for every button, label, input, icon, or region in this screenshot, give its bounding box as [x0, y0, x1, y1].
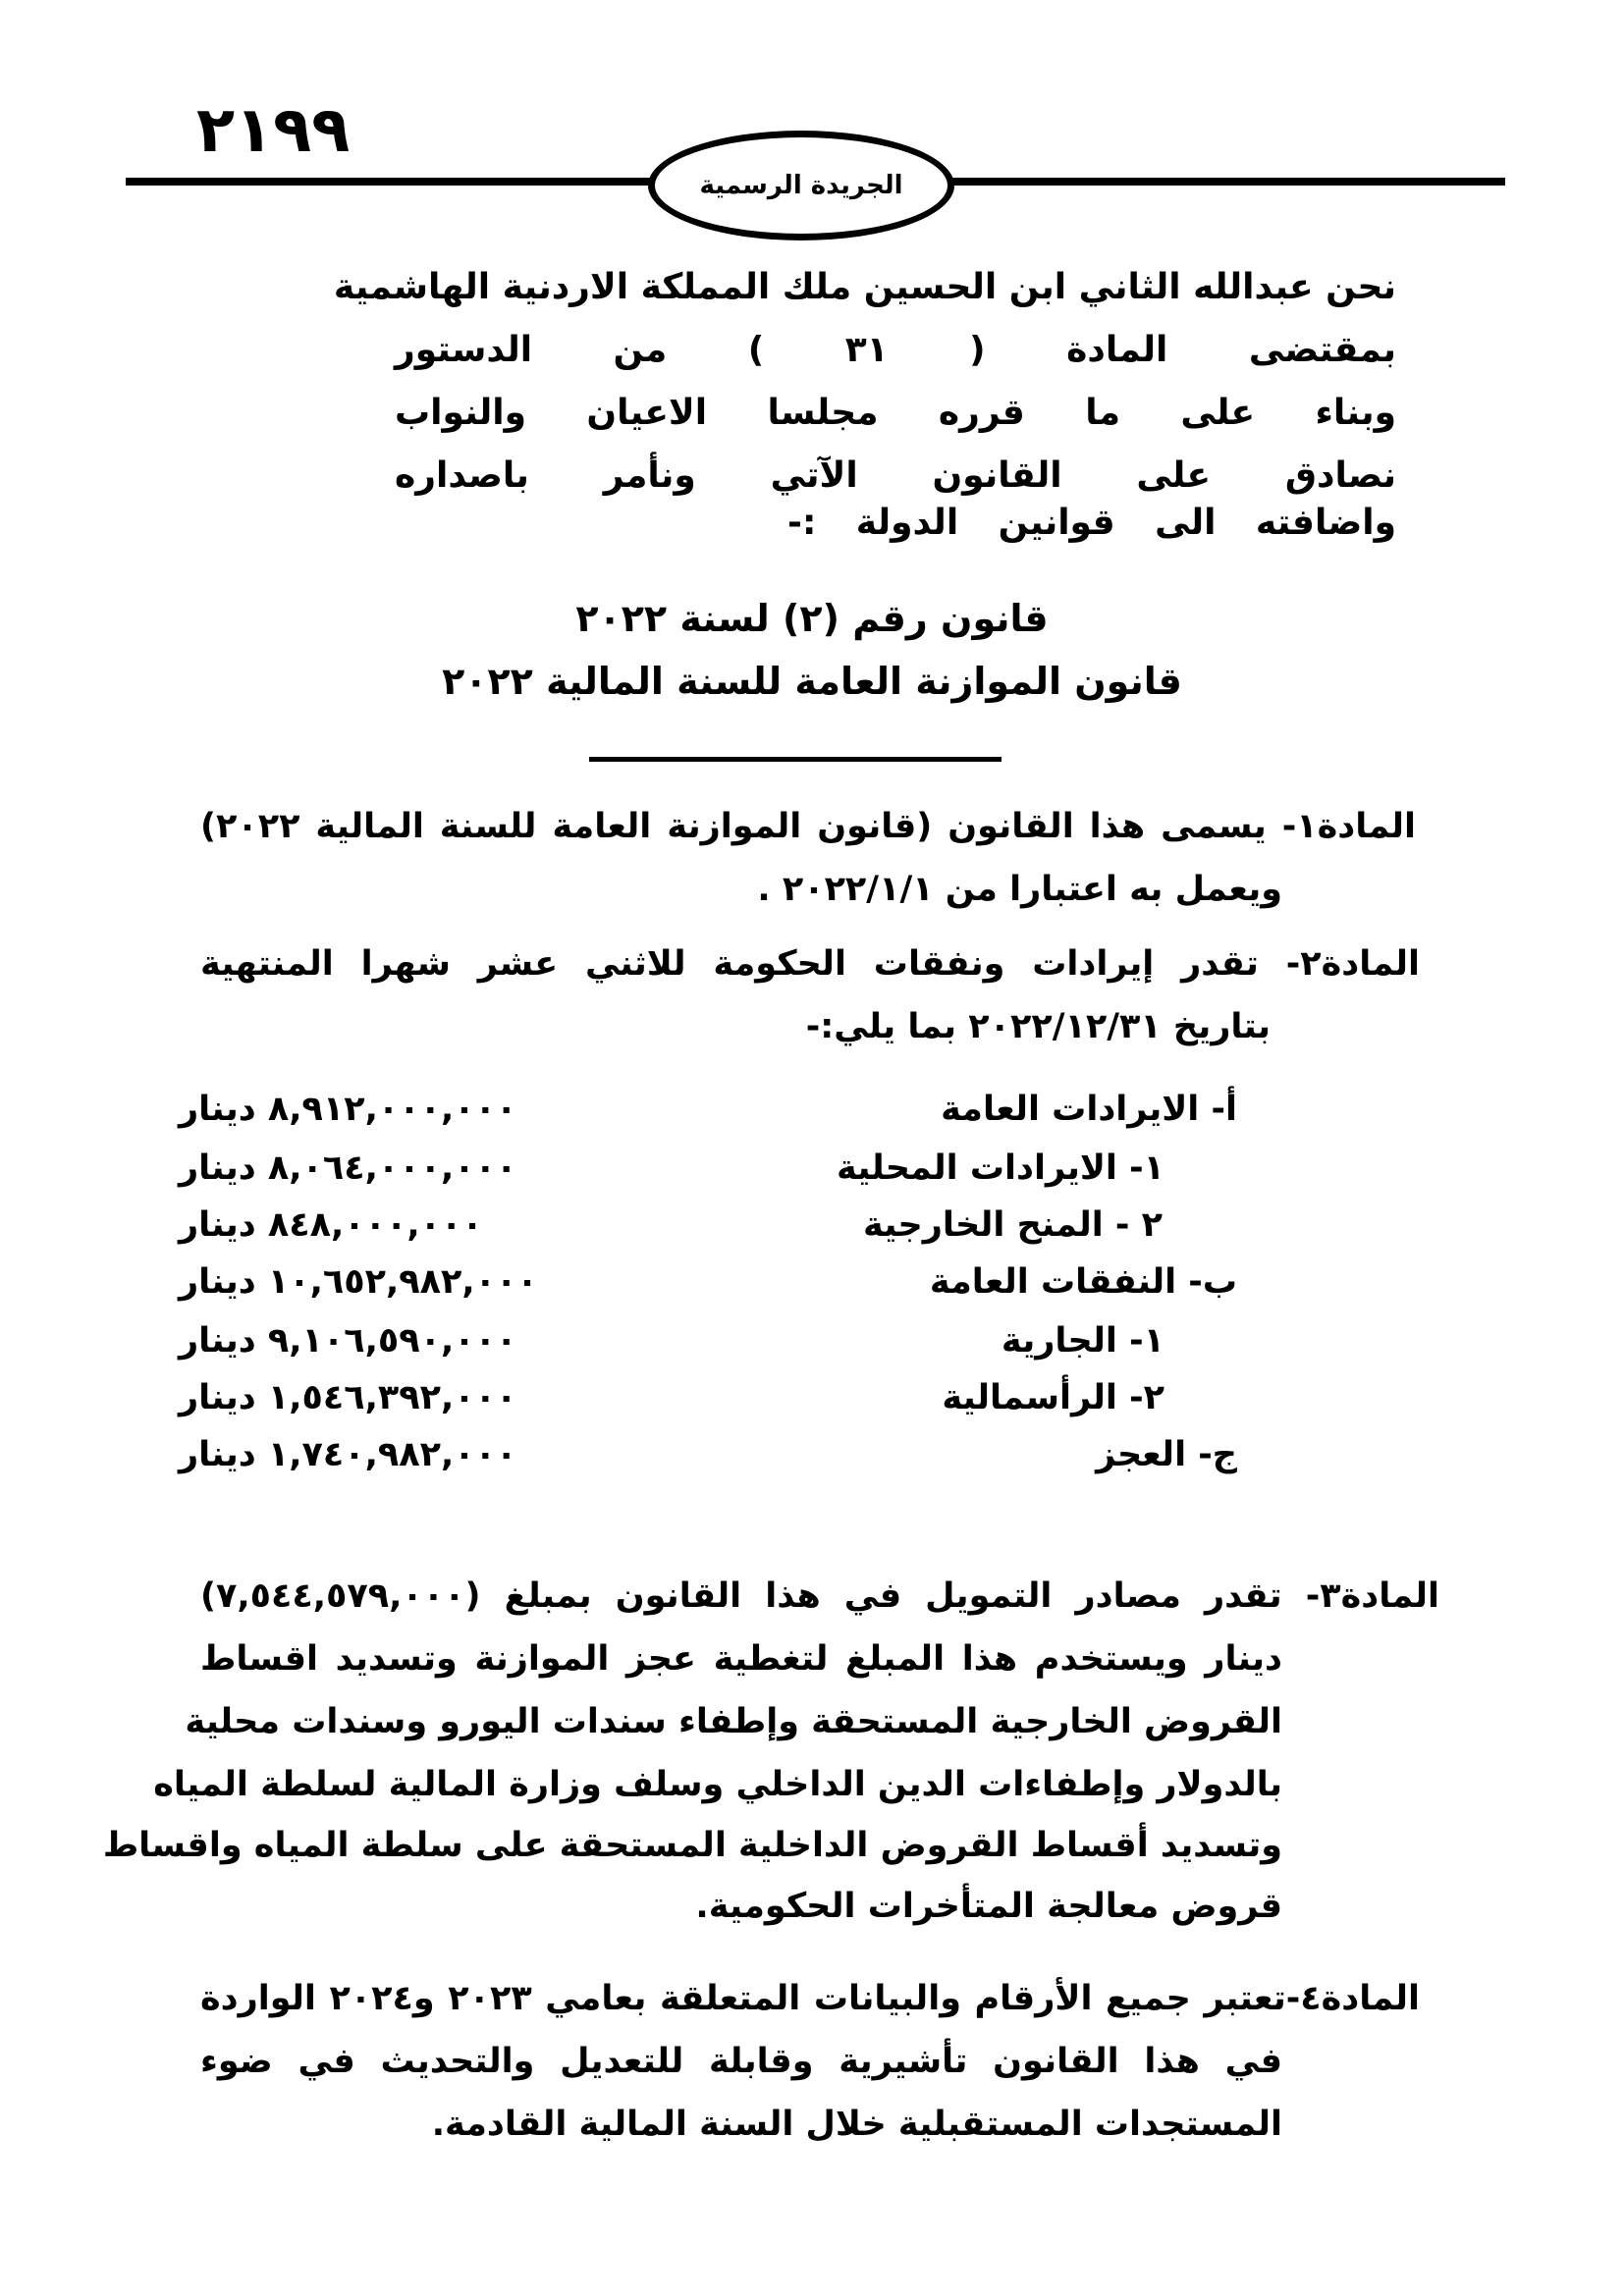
preamble-line: نصادق على القانون الآتي ونأمر باصداره: [395, 455, 1396, 496]
budget-row-label: ١- الجارية: [1001, 1321, 1164, 1361]
budget-row-amount: ٨٤٨,٠٠٠,٠٠٠ دينار: [179, 1205, 483, 1245]
budget-row-amount: ٨,٠٦٤,٠٠٠,٠٠٠ دينار: [179, 1148, 517, 1188]
preamble-line: واضافته الى قوانين الدولة :-: [787, 503, 1396, 543]
article-2-line: بتاريخ ٢٠٢٢/١٢/٣١ بما يلي:-: [805, 1007, 1271, 1046]
title-underline: [589, 757, 1001, 762]
budget-row-label: أ- الايرادات العامة: [941, 1090, 1237, 1129]
article-3-line: وتسديد أقساط القروض الداخلية المستحقة على سلطة المياه واقساط: [102, 1826, 1282, 1865]
article-3-line: المادة٣- تقدر مصادر التمويل في هذا القانون بمبلغ (٧,٥٤٤,٥٧٩,٠٠٠): [200, 1576, 1439, 1616]
article-1-line: المادة١- يسمى هذا القانون (قانون الموازنة العامة للسنة المالية ٢٠٢٢): [200, 807, 1416, 846]
law-number-title: قانون رقم (٢) لسنة ٢٠٢٢: [575, 597, 1049, 640]
article-3-line: بالدولار وإطفاءات الدين الداخلي وسلف وزارة المالية لسلطة المياه: [153, 1765, 1282, 1804]
article-4-line: في هذا القانون تأشيرية وقابلة للتعديل والتحديث في ضوء: [200, 2042, 1282, 2081]
budget-row-amount: ١٠,٦٥٢,٩٨٢,٠٠٠ دينار: [179, 1262, 538, 1302]
budget-row-amount: ١,٥٤٦,٣٩٢,٠٠٠ دينار: [179, 1378, 517, 1417]
budget-row-label: ٢- الرأسمالية: [942, 1378, 1164, 1417]
budget-row-amount: ٩,١٠٦,٥٩٠,٠٠٠ دينار: [179, 1321, 517, 1361]
article-3-line: قروض معالجة المتأخرات الحكومية.: [695, 1887, 1282, 1926]
gazette-name: الجريدة الرسمية: [699, 171, 903, 200]
preamble-line: نحن عبدالله الثاني ابن الحسين ملك المملكة الاردنية الهاشمية: [333, 267, 1396, 307]
article-2-line: المادة٢- تقدر إيرادات ونفقات الحكومة للاثني عشر شهرا المنتهية: [200, 944, 1420, 984]
budget-row-label: ج- العجز: [1096, 1435, 1237, 1474]
gazette-name-badge: [648, 131, 954, 240]
budget-row-amount: ٨,٩١٢,٠٠٠,٠٠٠ دينار: [179, 1090, 517, 1129]
article-3-line: دينار ويستخدم هذا المبلغ لتغطية عجز الموازنة وتسديد اقساط: [200, 1639, 1282, 1679]
preamble-line: بمقتضى المادة ( ٣١ ) من الدستور: [395, 330, 1396, 370]
article-1-line: ويعمل به اعتبارا من ٢٠٢٢/١/١ .: [757, 870, 1282, 909]
page-number: ٢١٩٩: [196, 94, 351, 167]
article-4-line: المستجدات المستقبلية خلال السنة المالية القادمة.: [431, 2105, 1282, 2144]
budget-row-label: ٢ - المنح الخارجية: [863, 1205, 1163, 1245]
article-3-line: القروض الخارجية المستحقة وإطفاء سندات اليورو وسندات محلية: [185, 1702, 1282, 1741]
law-name-title: قانون الموازنة العامة للسنة المالية ٢٠٢٢: [442, 660, 1182, 703]
budget-row-label: ١- الايرادات المحلية: [837, 1148, 1164, 1188]
preamble-line: وبناء على ما قرره مجلسا الاعيان والنواب: [395, 393, 1396, 433]
article-4-line: المادة٤-تعتبر جميع الأرقام والبيانات المتعلقة بعامي ٢٠٢٣ و٢٠٢٤ الواردة: [200, 1979, 1420, 2018]
budget-row-label: ب- النفقات العامة: [929, 1262, 1237, 1302]
budget-row-amount: ١,٧٤٠,٩٨٢,٠٠٠ دينار: [179, 1435, 517, 1474]
